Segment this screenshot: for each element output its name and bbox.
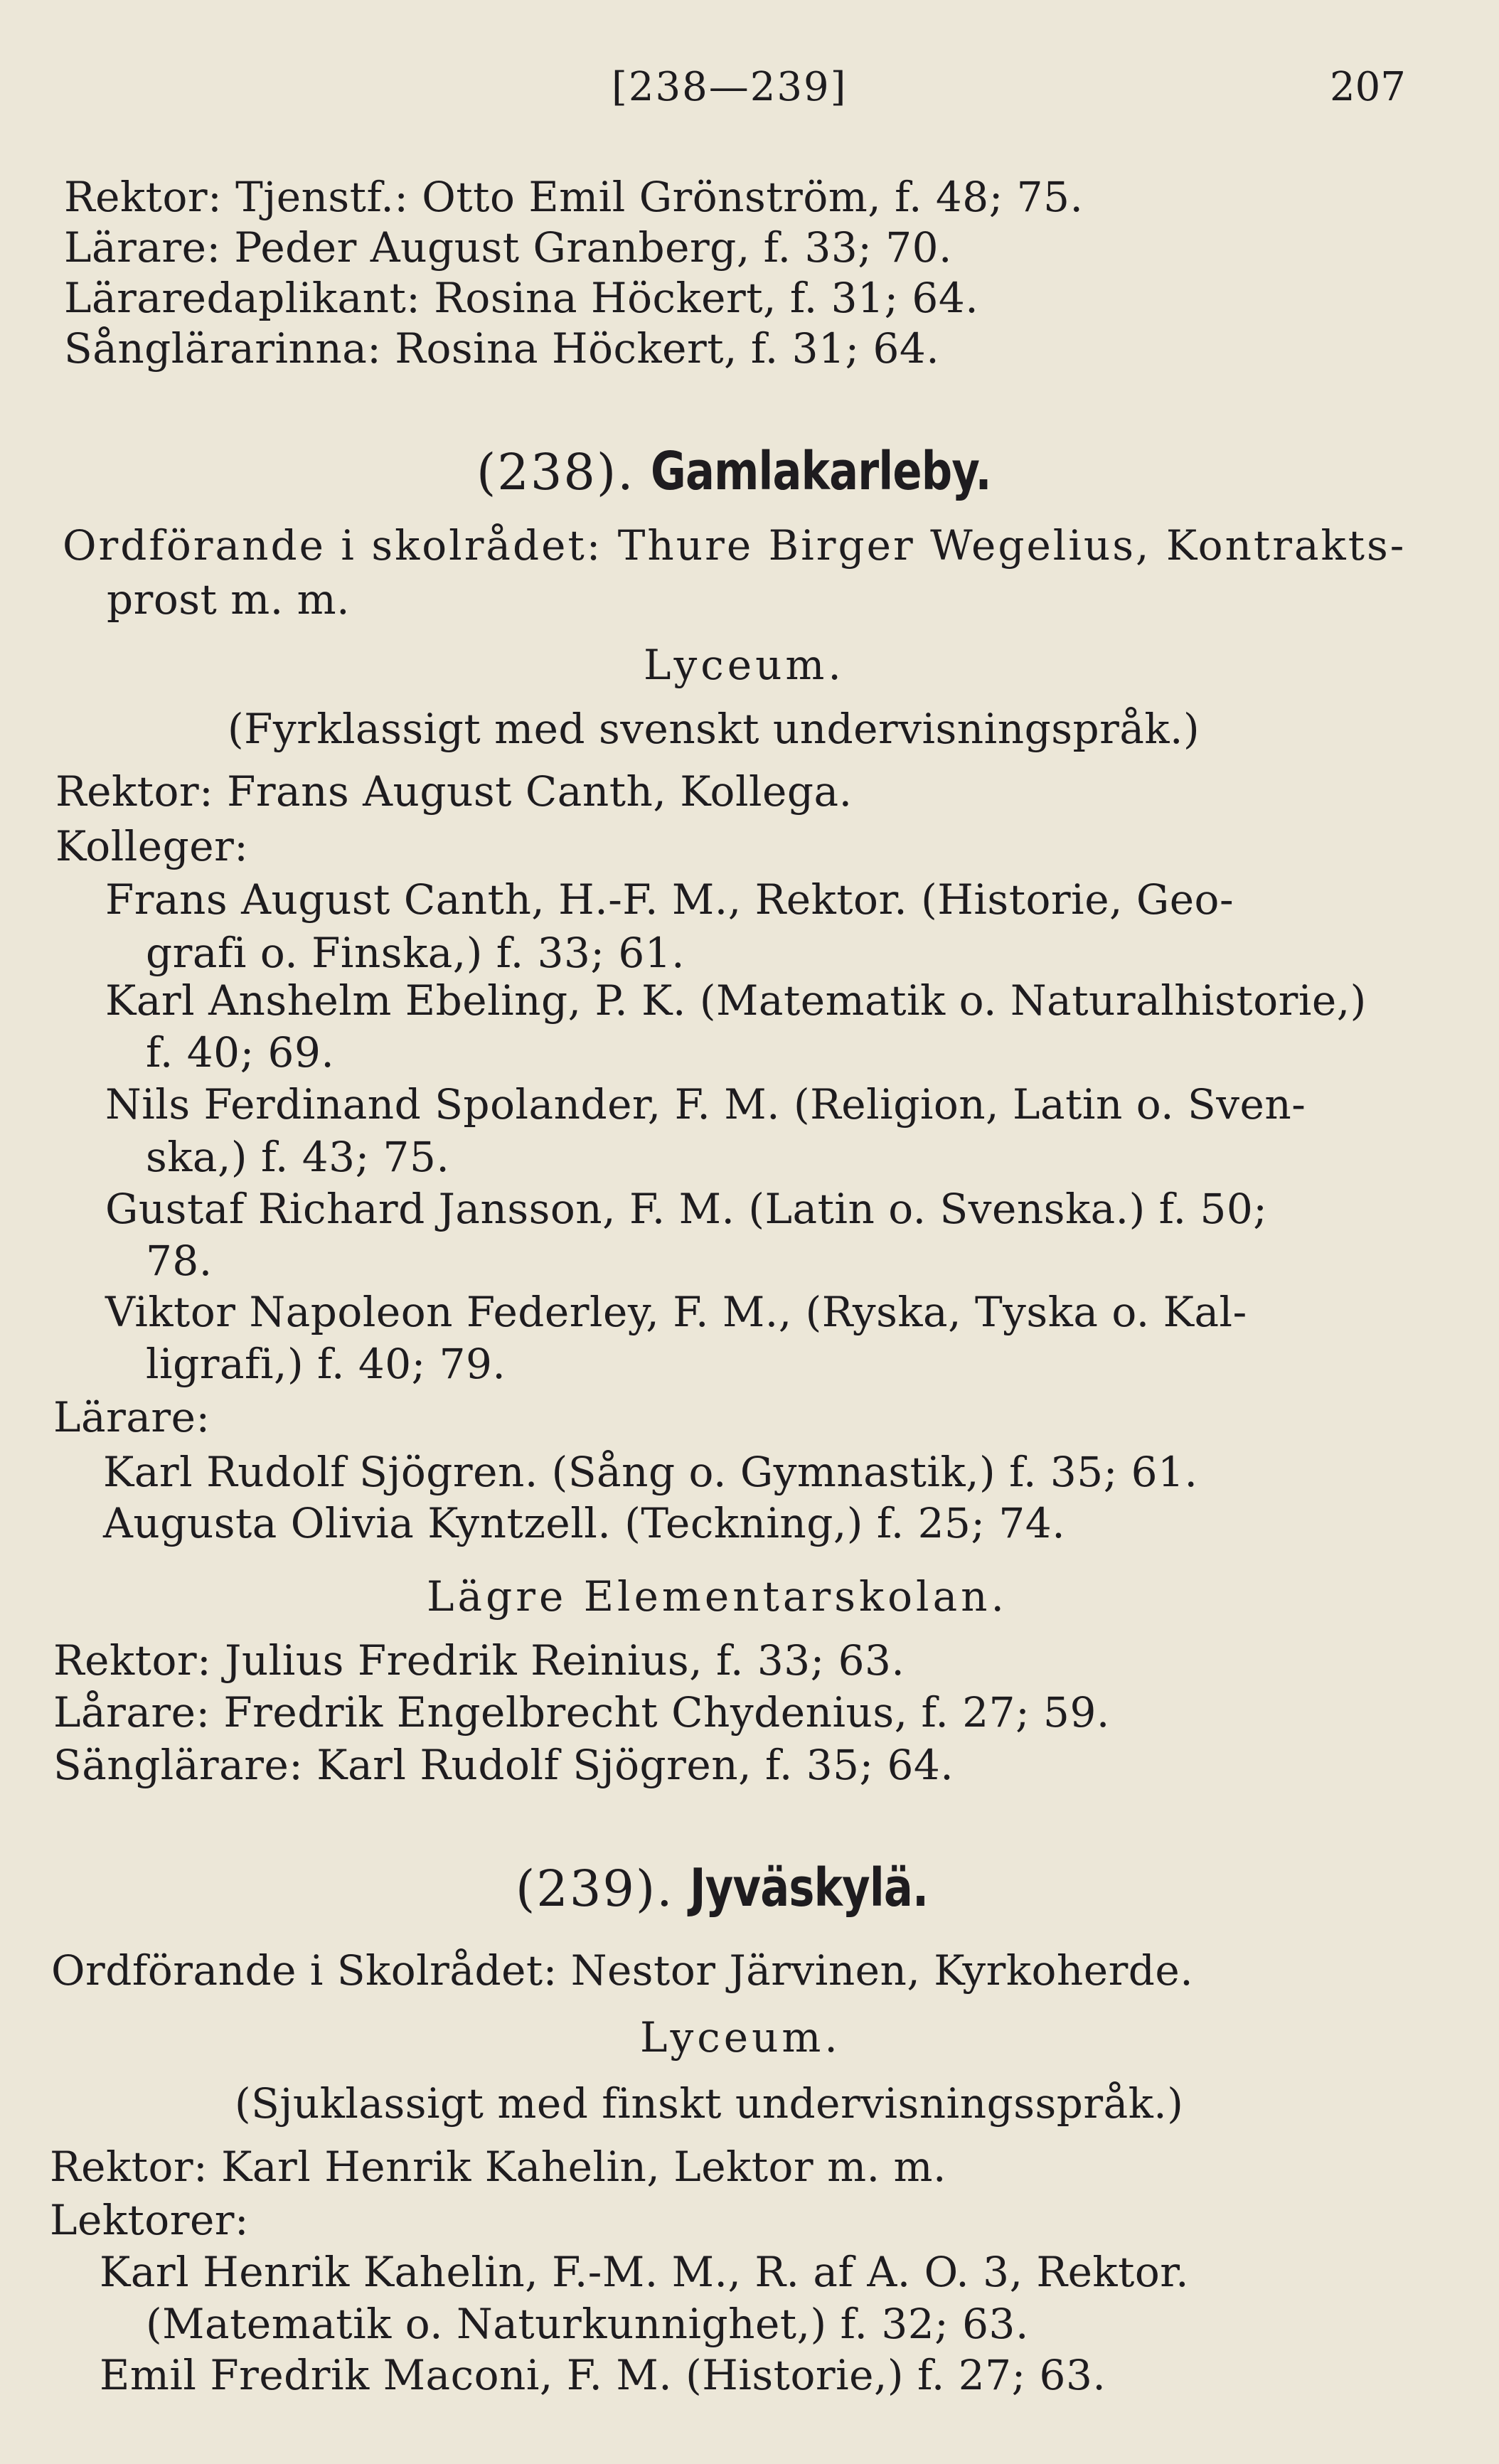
- text-line: Rektor: Tjenstf.: Otto Emil Grönström, f. 48; 75.: [64, 173, 1084, 221]
- text-line: 78.: [146, 1237, 213, 1285]
- text-line: prost m. m.: [107, 575, 351, 624]
- text-line: Lärare:: [53, 1393, 210, 1441]
- text-line: Ordförande i skolrådet: Thure Birger Wegelius, Kontrakts-: [63, 521, 1407, 570]
- text-line: Rektor: Frans August Canth, Kollega.: [55, 767, 853, 816]
- text-line: ska,) f. 43; 75.: [146, 1133, 450, 1181]
- text-line: Rektor: Julius Fredrik Reinius, f. 33; 63.: [53, 1636, 905, 1685]
- text-line: Karl Rudolf Sjögren. (Sång o. Gymnastik,) f. 35; 61.: [103, 1448, 1198, 1496]
- school-title: Lyceum.: [644, 641, 845, 689]
- page-header: [0, 64, 1499, 121]
- section-number: (239).: [516, 1860, 674, 1918]
- section-number: (238).: [476, 443, 635, 501]
- town-name: Jyväskylä.: [689, 1857, 929, 1919]
- page-number: 207: [1330, 64, 1406, 110]
- section-range: [238—239]: [612, 64, 848, 110]
- text-line: Nils Ferdinand Spolander, F. M. (Religion, Latin o. Sven-: [105, 1080, 1306, 1129]
- text-line: ligrafi,) f. 40; 79.: [146, 1340, 506, 1388]
- text-line: Emil Fredrik Maconi, F. M. (Historie,) f. 27; 63.: [100, 2351, 1106, 2399]
- section-heading: [476, 441, 1066, 503]
- text-line: f. 40; 69.: [146, 1028, 335, 1077]
- text-line: (Sjuklassigt med finskt undervisningsspråk.): [235, 2079, 1184, 2128]
- text-line: Karl Anshelm Ebeling, P. K. (Matematik o. Naturalhistorie,): [105, 976, 1367, 1025]
- text-line: Rektor: Karl Henrik Kahelin, Lektor m. m.: [50, 2143, 946, 2191]
- text-line: Karl Henrik Kahelin, F.-M. M., R. af A. O. 3, Rektor.: [100, 2248, 1190, 2296]
- text-line: Frans August Canth, H.-F. M., Rektor. (Historie, Geo-: [105, 875, 1234, 924]
- text-line: (Fyrklassigt med svenskt undervisningspråk.): [228, 705, 1200, 753]
- text-line: Lektorer:: [50, 2196, 250, 2244]
- text-line: Läraredaplikant: Rosina Höckert, f. 31; 64.: [64, 274, 979, 322]
- text-line: (Matematik o. Naturkunnighet,) f. 32; 63.: [146, 2300, 1029, 2348]
- text-line: Lärare: Peder August Granberg, f. 33; 70.: [64, 223, 952, 272]
- text-line: Kolleger:: [55, 822, 249, 870]
- text-line: Lårare: Fredrik Engelbrecht Chydenius, f. 27; 59.: [53, 1688, 1110, 1737]
- town-name: Gamlakarleby.: [650, 441, 991, 502]
- text-line: Ordförande i Skolrådet: Nestor Järvinen, Kyrkoherde.: [51, 1946, 1194, 1995]
- text-line: Sänglärare: Karl Rudolf Sjögren, f. 35; 64.: [53, 1741, 954, 1789]
- text-line: grafi o. Finska,) f. 33; 61.: [146, 929, 686, 977]
- section-heading: [516, 1857, 981, 1919]
- school-title: Lägre Elementarskolan.: [427, 1572, 1008, 1621]
- text-line: Sånglärarinna: Rosina Höckert, f. 31; 64.: [64, 324, 940, 373]
- text-line: Augusta Olivia Kyntzell. (Teckning,) f. 25; 74.: [103, 1499, 1066, 1547]
- text-line: Viktor Napoleon Federley, F. M., (Ryska, Tyska o. Kal-: [105, 1288, 1247, 1336]
- school-title: Lyceum.: [640, 2013, 841, 2062]
- text-line: Gustaf Richard Jansson, F. M. (Latin o. Svenska.) f. 50;: [105, 1185, 1268, 1233]
